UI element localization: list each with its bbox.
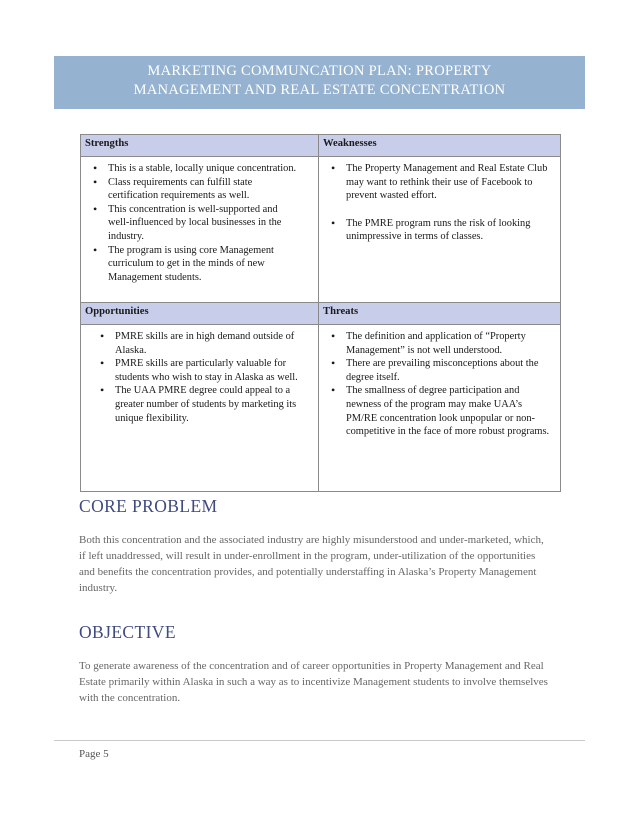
list-item: • There are prevailing misconceptions about the degree itself.: [322, 357, 550, 384]
swot-row: [81, 157, 561, 303]
opportunities-cell: [81, 325, 319, 492]
list-item: • The smallness of degree participation and newness of the program may make UAA’s PM/RE concentration look unpopular or non-competitive in the face of more robust programs.: [322, 384, 550, 438]
strengths-cell: [81, 157, 319, 303]
opportunities-list: [91, 330, 310, 425]
list-item: • This is a stable, locally unique concentration.: [84, 162, 300, 176]
objective-heading: OBJECTIVE: [79, 622, 176, 642]
weaknesses-header: Weaknesses: [319, 135, 561, 157]
strengths-list: [84, 162, 300, 284]
weaknesses-cell: [319, 157, 561, 303]
list-item: • The UAA PMRE degree could appeal to a greater number of students by marketing its unique flexibility.: [91, 384, 310, 425]
swot-header-row: [81, 303, 561, 325]
list-item: • PMRE skills are in high demand outside of Alaska.: [91, 330, 310, 357]
list-item: • The program is using core Management curriculum to get in the minds of new Management students.: [84, 244, 300, 285]
title-banner: [54, 56, 585, 109]
core-problem-text: Both this concentration and the associated industry are highly misunderstood and under-marketed, which, if left unaddressed, will result in under-enrollment in the program, under-utilization of the opportunities and benefits the concentration provides, and potentially understaffing in Alaska’s Property Management industry.: [79, 534, 544, 594]
swot-row: [81, 325, 561, 492]
swot-header-row: [81, 135, 561, 157]
threats-cell: [319, 325, 561, 492]
list-item: • PMRE skills are particularly valuable for students who wish to stay in Alaska as well.: [91, 357, 310, 384]
footer-divider: [54, 740, 585, 741]
list-item: • Class requirements can fulfill state certification requirements as well.: [84, 176, 300, 203]
strengths-header: Strengths: [81, 135, 319, 157]
threats-header: Threats: [319, 303, 561, 325]
title-line-2: MANAGEMENT AND REAL ESTATE CONCENTRATION: [133, 82, 506, 98]
list-item: • The definition and application of “Property Management” is not well understood.: [322, 330, 550, 357]
threats-list: [322, 330, 550, 439]
list-item: • The PMRE program runs the risk of looking unimpressive in terms of classes.: [322, 217, 548, 244]
opportunities-header: Opportunities: [81, 303, 319, 325]
title-line-1: MARKETING COMMUNCATION PLAN: PROPERTY: [147, 63, 492, 79]
list-item: • This concentration is well-supported and well-influenced by local businesses in the industry.: [84, 203, 300, 244]
weaknesses-list: [322, 162, 548, 244]
objective-text: To generate awareness of the concentration and of career opportunities in Property Management and Real Estate primarily within Alaska in such a way as to incentivize Management students to involve themselves with the concentration.: [79, 660, 548, 704]
swot-table: [80, 134, 561, 492]
list-item: • The Property Management and Real Estate Club may want to rethink their use of Facebook to prevent wasted effort.: [322, 162, 548, 203]
page-number: Page 5: [79, 748, 109, 760]
core-problem-heading: CORE PROBLEM: [79, 496, 218, 516]
